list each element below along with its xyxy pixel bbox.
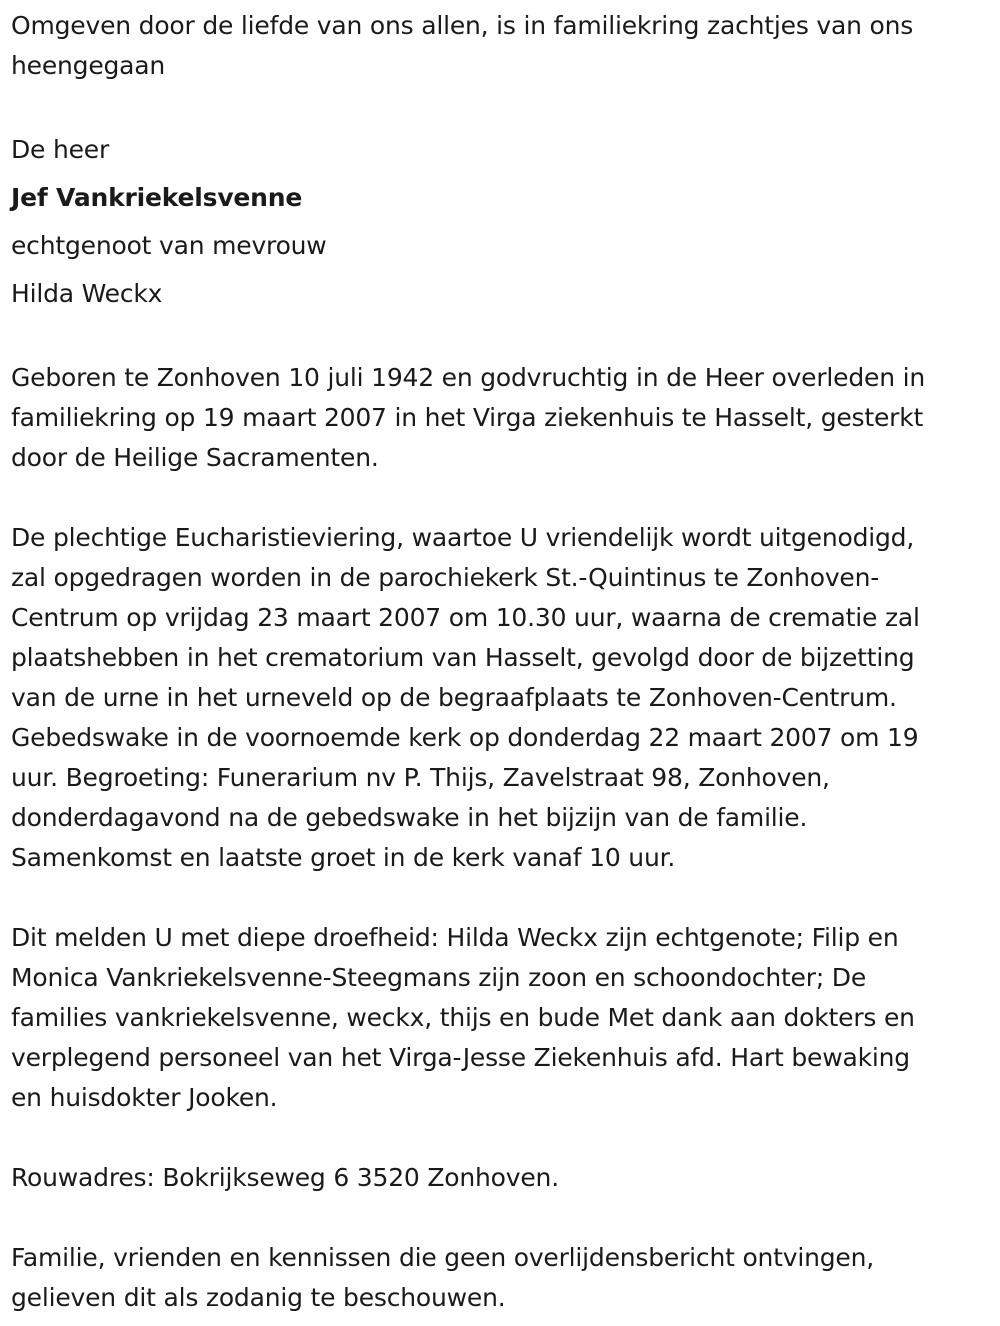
relation-line: echtgenoot van mevrouw [11,231,327,260]
honorific: De heer [11,135,110,164]
deceased-name: Jef Vankriekelsvenne [11,183,303,212]
obituary-notice [11,6,996,1318]
intro-paragraph: Omgeven door de liefde van ons allen, is in familiekring zachtjes van ons heengegaan [11,11,914,80]
spouse-name: Hilda Weckx [11,279,163,308]
closing-paragraph: Familie, vrienden en kennissen die geen overlijdensbericht ontvingen, gelieven dit als zodanig te beschouwen. [11,1243,875,1312]
announcement-paragraph: Dit melden U met diepe droefheid: Hilda Weckx zijn echtgenote; Filip en Monica Vankriekelsvenne-Steegmans zijn zoon en schoondochter; De families vankriekelsvenne, weckx, thijs en bude Met dank aan dokters en verplegend personeel van het Virga-Jesse Ziekenhuis afd. Hart bewaking en huisdokter Jooken. [11,923,915,1112]
spacer [11,1118,996,1158]
spacer [11,1198,996,1238]
address-line: Rouwadres: Bokrijkseweg 6 3520 Zonhoven. [11,1163,559,1192]
spacer [11,86,996,126]
birth-death-paragraph: Geboren te Zonhoven 10 juli 1942 en godvruchtig in de Heer overleden in familiekring op 19 maart 2007 in het Virga ziekenhuis te Hasselt, gesterkt door de Heilige Sacramenten. [11,363,925,472]
ceremony-paragraph: De plechtige Eucharistieviering, waartoe U vriendelijk wordt uitgenodigd, zal opgedragen worden in de parochiekerk St.-Quintinus te Zonhoven- Centrum op vrijdag 23 maart 2007 om 10.30 uur, waarna de crematie zal plaatshebben in het crematorium van Hasselt, gevolgd door de bijzetting van de urne in het urneveld op de begraafplaats te Zonhoven-Centrum. Gebedswake in de voornoemde kerk op donderdag 22 maart 2007 om 19 uur. Begroeting: Funerarium nv P. Thijs, Zavelstraat 98, Zonhoven, donderdagavond na de gebedswake in het bijzijn van de familie. Samenkomst en laatste groet in de kerk vanaf 10 uur. [11,523,920,872]
spacer [11,318,996,358]
spacer [11,478,996,518]
spacer [11,878,996,918]
